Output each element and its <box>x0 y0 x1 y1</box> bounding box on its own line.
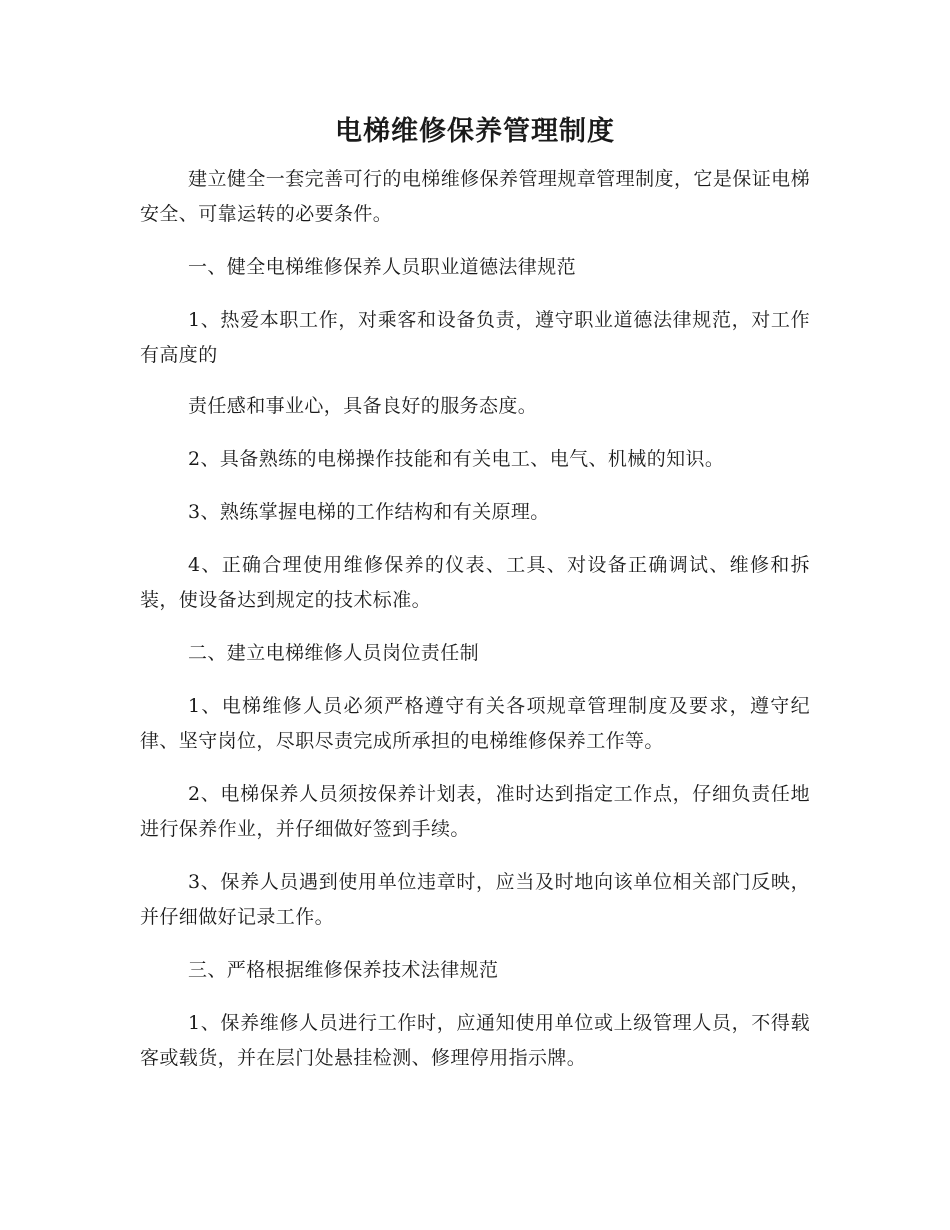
section2-item3: 3、保养人员遇到使用单位违章时，应当及时地向该单位相关部门反映，并仔细做好记录工作。 <box>140 871 810 928</box>
document-page <box>140 110 810 1094</box>
section1-item1: 1、热爱本职工作，对乘客和设备负责，遵守职业道德法律规范，对工作有高度的 <box>140 309 810 366</box>
document-title: 电梯维修保养管理制度 <box>335 116 615 147</box>
section1-item2: 2、具备熟练的电梯操作技能和有关电工、电气、机械的知识。 <box>188 448 725 470</box>
section1-item1-continued: 责任感和事业心，具备良好的服务态度。 <box>188 395 538 417</box>
section2-item1: 1、电梯维修人员必须严格遵守有关各项规章管理制度及要求，遵守纪律、坚守岗位，尽职尽责完成所承担的电梯维修保养工作等。 <box>140 695 810 752</box>
section1-item4: 4、正确合理使用维修保养的仪表、工具、对设备正确调试、维修和拆装，使设备达到规定的技术标准。 <box>140 554 810 611</box>
section-heading-3: 三、严格根据维修保养技术法律规范 <box>188 959 499 981</box>
section2-item2: 2、电梯保养人员须按保养计划表，准时达到指定工作点，仔细负责任地进行保养作业，并仔细做好签到手续。 <box>140 783 810 840</box>
intro-paragraph: 建立健全一套完善可行的电梯维修保养管理规章管理制度，它是保证电梯安全、可靠运转的必要条件。 <box>140 168 810 225</box>
section1-item3: 3、熟练掌握电梯的工作结构和有关原理。 <box>188 501 550 523</box>
section-heading-1: 一、健全电梯维修保养人员职业道德法律规范 <box>188 256 577 278</box>
section3-item1: 1、保养维修人员进行工作时，应通知使用单位或上级管理人员，不得载客或载货，并在层门处悬挂检测、修理停用指示牌。 <box>140 1012 810 1069</box>
section-heading-2: 二、建立电梯维修人员岗位责任制 <box>188 642 480 664</box>
